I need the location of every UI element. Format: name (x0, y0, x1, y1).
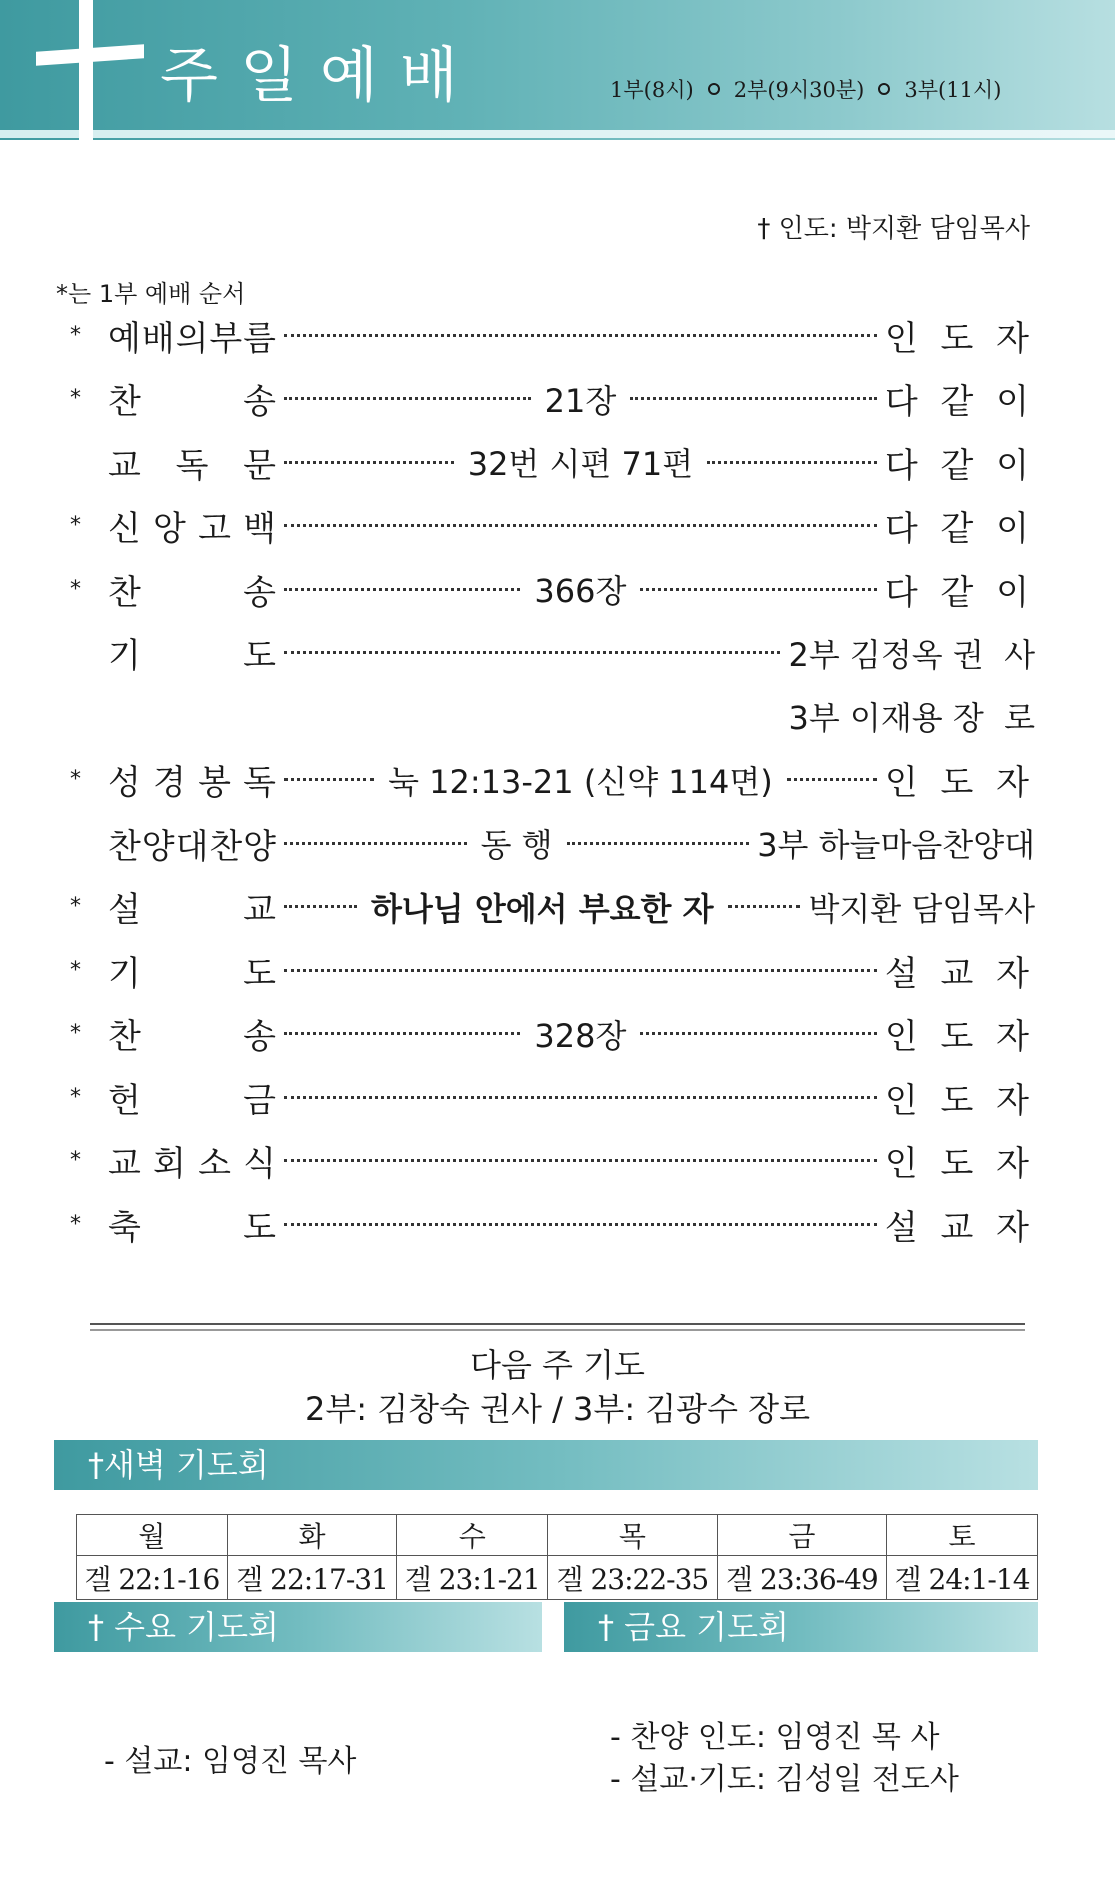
order-row-label: 찬 송 (108, 1017, 276, 1057)
service-time-3: 3부(11시) (904, 78, 1002, 102)
friday-preacher: - 설교·기도: 김성일 전도사 (610, 1762, 959, 1797)
order-row-label: 예 배 의 부 름 (108, 318, 276, 359)
order-row-person: 설 교 자 (884, 953, 1035, 994)
order-row-label: 기 도 (108, 636, 276, 676)
order-row (70, 813, 1035, 873)
wednesday-preacher: - 설교: 임영진 목사 (104, 1744, 357, 1779)
dotted-leader (728, 905, 801, 908)
order-row-person: 다 같 이 (884, 509, 1035, 549)
table-row (77, 1556, 1038, 1600)
order-row (70, 686, 1035, 746)
dotted-leader (284, 334, 877, 337)
table-cell: 겔 22:1-16 (77, 1556, 228, 1600)
dotted-leader (787, 778, 877, 781)
order-row-label: 설 교 (108, 890, 276, 930)
friday-prayer-header: † 금요 기도회 (564, 1602, 1038, 1652)
table-cell: 겔 23:36-49 (717, 1556, 886, 1600)
order-row-marker: * (70, 1084, 81, 1110)
order-row-label: 기 도 (108, 953, 276, 994)
dotted-leader (284, 778, 374, 781)
table-cell: 겔 23:22-35 (548, 1556, 717, 1600)
friday-worship-leader: - 찬양 인도: 임영진 목 사 (610, 1720, 940, 1755)
order-row-person: 2부 김정옥 권 사 (788, 635, 1035, 674)
page-title: 주일예배 (160, 41, 480, 111)
service-time-2: 2부(9시30분) (733, 78, 865, 102)
order-row-label: 신 앙 고 백 (108, 509, 276, 549)
dotted-leader (567, 842, 750, 845)
order-row (70, 559, 1035, 619)
order-row-detail: 눅 12:13-21 (신약 114면) (388, 762, 773, 801)
next-week-prayers: 2부: 김창숙 권사 / 3부: 김광수 장로 (304, 1390, 811, 1428)
order-row-detail: 328장 (534, 1016, 627, 1055)
order-row-person: 3부 이재용 장 로 (788, 699, 1035, 737)
service-leader: † 인도: 박지환 담임목사 (757, 214, 1030, 244)
order-row-marker: * (70, 894, 81, 919)
dawn-prayer-header: †새벽 기도회 (54, 1440, 1038, 1490)
order-row-marker: * (70, 1021, 81, 1046)
order-row-label: 찬 양 대 찬 양 (108, 826, 276, 867)
dotted-leader (284, 461, 454, 464)
order-row (70, 1194, 1035, 1254)
dotted-leader (707, 461, 877, 464)
order-row-marker: * (70, 576, 81, 602)
order-row-person: 박지환 담임목사 (808, 889, 1036, 928)
order-row (70, 305, 1035, 365)
order-row-person: 다 같 이 (884, 382, 1036, 422)
order-row-marker: * (70, 1211, 81, 1237)
order-row-person: 인 도 자 (884, 1080, 1035, 1121)
dotted-leader (284, 1223, 877, 1226)
order-row-person: 다 같 이 (884, 445, 1035, 486)
order-row-person: 인 도 자 (884, 1017, 1035, 1057)
order-row-detail: 32번 시편 71편 (467, 445, 694, 483)
order-row-label: 교 독 문 (108, 445, 276, 486)
service-time-1: 1부(8시) (610, 78, 694, 102)
order-row (70, 369, 1035, 429)
circle-separator-icon (708, 83, 720, 95)
dotted-leader (284, 1096, 877, 1099)
dotted-leader (284, 397, 531, 400)
dotted-leader (284, 524, 877, 527)
dotted-leader (630, 397, 877, 400)
table-header-cell: 목 (548, 1515, 717, 1556)
order-row-person: 다 같 이 (884, 572, 1035, 613)
table-cell: 겔 23:1-21 (397, 1556, 548, 1600)
table-header-cell: 수 (397, 1515, 548, 1556)
table-header-cell: 토 (887, 1515, 1038, 1556)
order-row (70, 877, 1035, 937)
order-row (70, 750, 1035, 810)
table-header-cell: 월 (77, 1515, 228, 1556)
dotted-leader (284, 842, 467, 845)
table-header-cell: 화 (227, 1515, 396, 1556)
order-row (70, 1004, 1035, 1064)
next-week-title: 다음 주 기도 (470, 1346, 645, 1384)
order-row (70, 623, 1035, 683)
order-row-label: 찬 송 (108, 382, 276, 422)
cross-icon (79, 0, 93, 140)
service-times (610, 74, 1001, 104)
table-cell: 겔 22:17-31 (227, 1556, 396, 1600)
circle-separator-icon (878, 83, 890, 95)
dotted-leader (284, 905, 357, 908)
order-row-detail: 366장 (534, 572, 627, 610)
order-row-marker: * (70, 957, 81, 983)
order-row-marker: * (70, 1148, 81, 1173)
order-row-person: 설 교 자 (884, 1207, 1035, 1248)
table-cell: 겔 24:1-14 (887, 1556, 1038, 1600)
dotted-leader (284, 588, 520, 591)
wednesday-prayer-header: † 수요 기도회 (54, 1602, 542, 1652)
order-row-marker: * (70, 513, 81, 538)
divider (90, 1323, 1025, 1325)
dotted-leader (640, 1032, 876, 1035)
dotted-leader (284, 1032, 520, 1035)
order-row-label: 교 회 소 식 (108, 1144, 276, 1184)
table-header-row (77, 1515, 1038, 1556)
table-header-cell: 금 (717, 1515, 886, 1556)
dotted-leader (284, 651, 780, 654)
order-row-label: 축 도 (108, 1207, 276, 1248)
order-row (70, 496, 1035, 556)
order-row-marker: * (70, 322, 81, 348)
order-row-marker: * (70, 386, 81, 411)
order-row-person: 인 도 자 (884, 1144, 1035, 1184)
order-row-person: 인 도 자 (884, 763, 1036, 803)
order-row (70, 940, 1035, 1000)
divider (90, 1329, 1025, 1331)
order-row-person: 인 도 자 (884, 318, 1035, 359)
order-row-person: 3부 하늘마음찬양대 (757, 826, 1036, 864)
order-note: *는 1부 예배 순서 (56, 280, 246, 308)
order-row-label: 찬 송 (108, 572, 276, 613)
order-row-detail: 하나님 안에서 부요한 자 (370, 889, 714, 928)
order-row-detail: 21장 (544, 381, 617, 420)
order-row-detail: 동 행 (480, 826, 553, 864)
dotted-leader (640, 588, 876, 591)
order-row (70, 1067, 1035, 1127)
order-row-label: 성 경 봉 독 (108, 763, 276, 803)
dotted-leader (284, 1159, 877, 1162)
order-row-label: 헌 금 (108, 1080, 276, 1121)
order-row (70, 432, 1035, 492)
dawn-prayer-table (76, 1514, 1038, 1600)
order-row (70, 1131, 1035, 1191)
dotted-leader (284, 969, 877, 972)
header-banner-underline (0, 130, 1115, 138)
order-row-marker: * (70, 767, 81, 792)
